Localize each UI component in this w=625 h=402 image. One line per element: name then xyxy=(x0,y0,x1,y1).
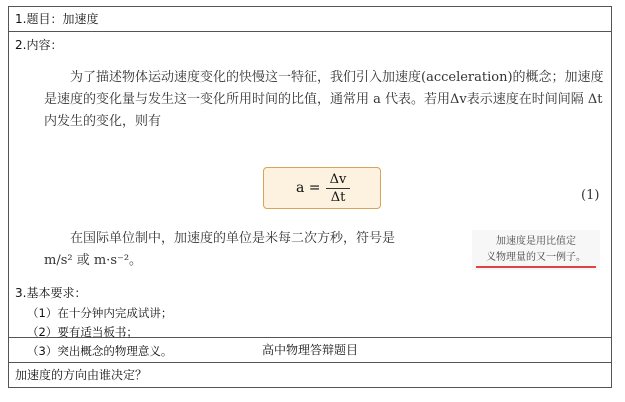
paragraph-2-line-2: m/s² 或 m·s⁻²。 xyxy=(44,253,143,268)
fraction-bar xyxy=(326,188,350,189)
requirement-item-1: （1）在十分钟内完成试讲； xyxy=(27,306,173,320)
formula-denominator: Δt xyxy=(330,190,346,205)
requirements-label: 3.基本要求： xyxy=(15,286,87,300)
qa-question: 加速度的方向由谁决定？ xyxy=(15,368,148,382)
textbook-paragraph-2 xyxy=(44,228,444,272)
qa-header: 高中物理答辩题目 xyxy=(261,343,358,357)
side-note-underline xyxy=(476,266,596,268)
equation-number: (1) xyxy=(581,188,600,203)
title-text: 1.题目：加速度 xyxy=(15,12,99,26)
requirement-item-3: （3）突出概念的物理意义。 xyxy=(27,344,173,358)
qa-question-cell xyxy=(9,363,612,388)
title-cell xyxy=(9,7,612,32)
side-note xyxy=(472,230,600,270)
formula-numerator: Δv xyxy=(329,172,347,187)
acceleration-formula xyxy=(264,168,380,208)
exam-table xyxy=(8,6,612,388)
requirement-item-2: （2）要有适当板书； xyxy=(27,325,138,339)
side-note-line-2: 义物理量的又一例子。 xyxy=(486,252,586,263)
side-note-line-1: 加速度是用比值定 xyxy=(496,236,576,247)
content-label: 2.内容： xyxy=(15,38,63,52)
textbook-paragraph-1: 为了描述物体运动速度变化的快慢这一特征，我们引入加速度(acceleration)的概念；加速度是速度的变化量与发生这一变化所用时间的比值，通常用 a 代表。若用Δv表示速度在时间间隔 Δt 内发生的变化，则有 xyxy=(44,70,604,129)
formula-fraction xyxy=(326,172,350,205)
formula-box xyxy=(263,167,381,209)
formula-lhs: a = xyxy=(296,180,321,196)
paragraph-2-line-1: 在国际单位制中，加速度的单位是米每二次方秒，符号是 xyxy=(70,231,396,246)
